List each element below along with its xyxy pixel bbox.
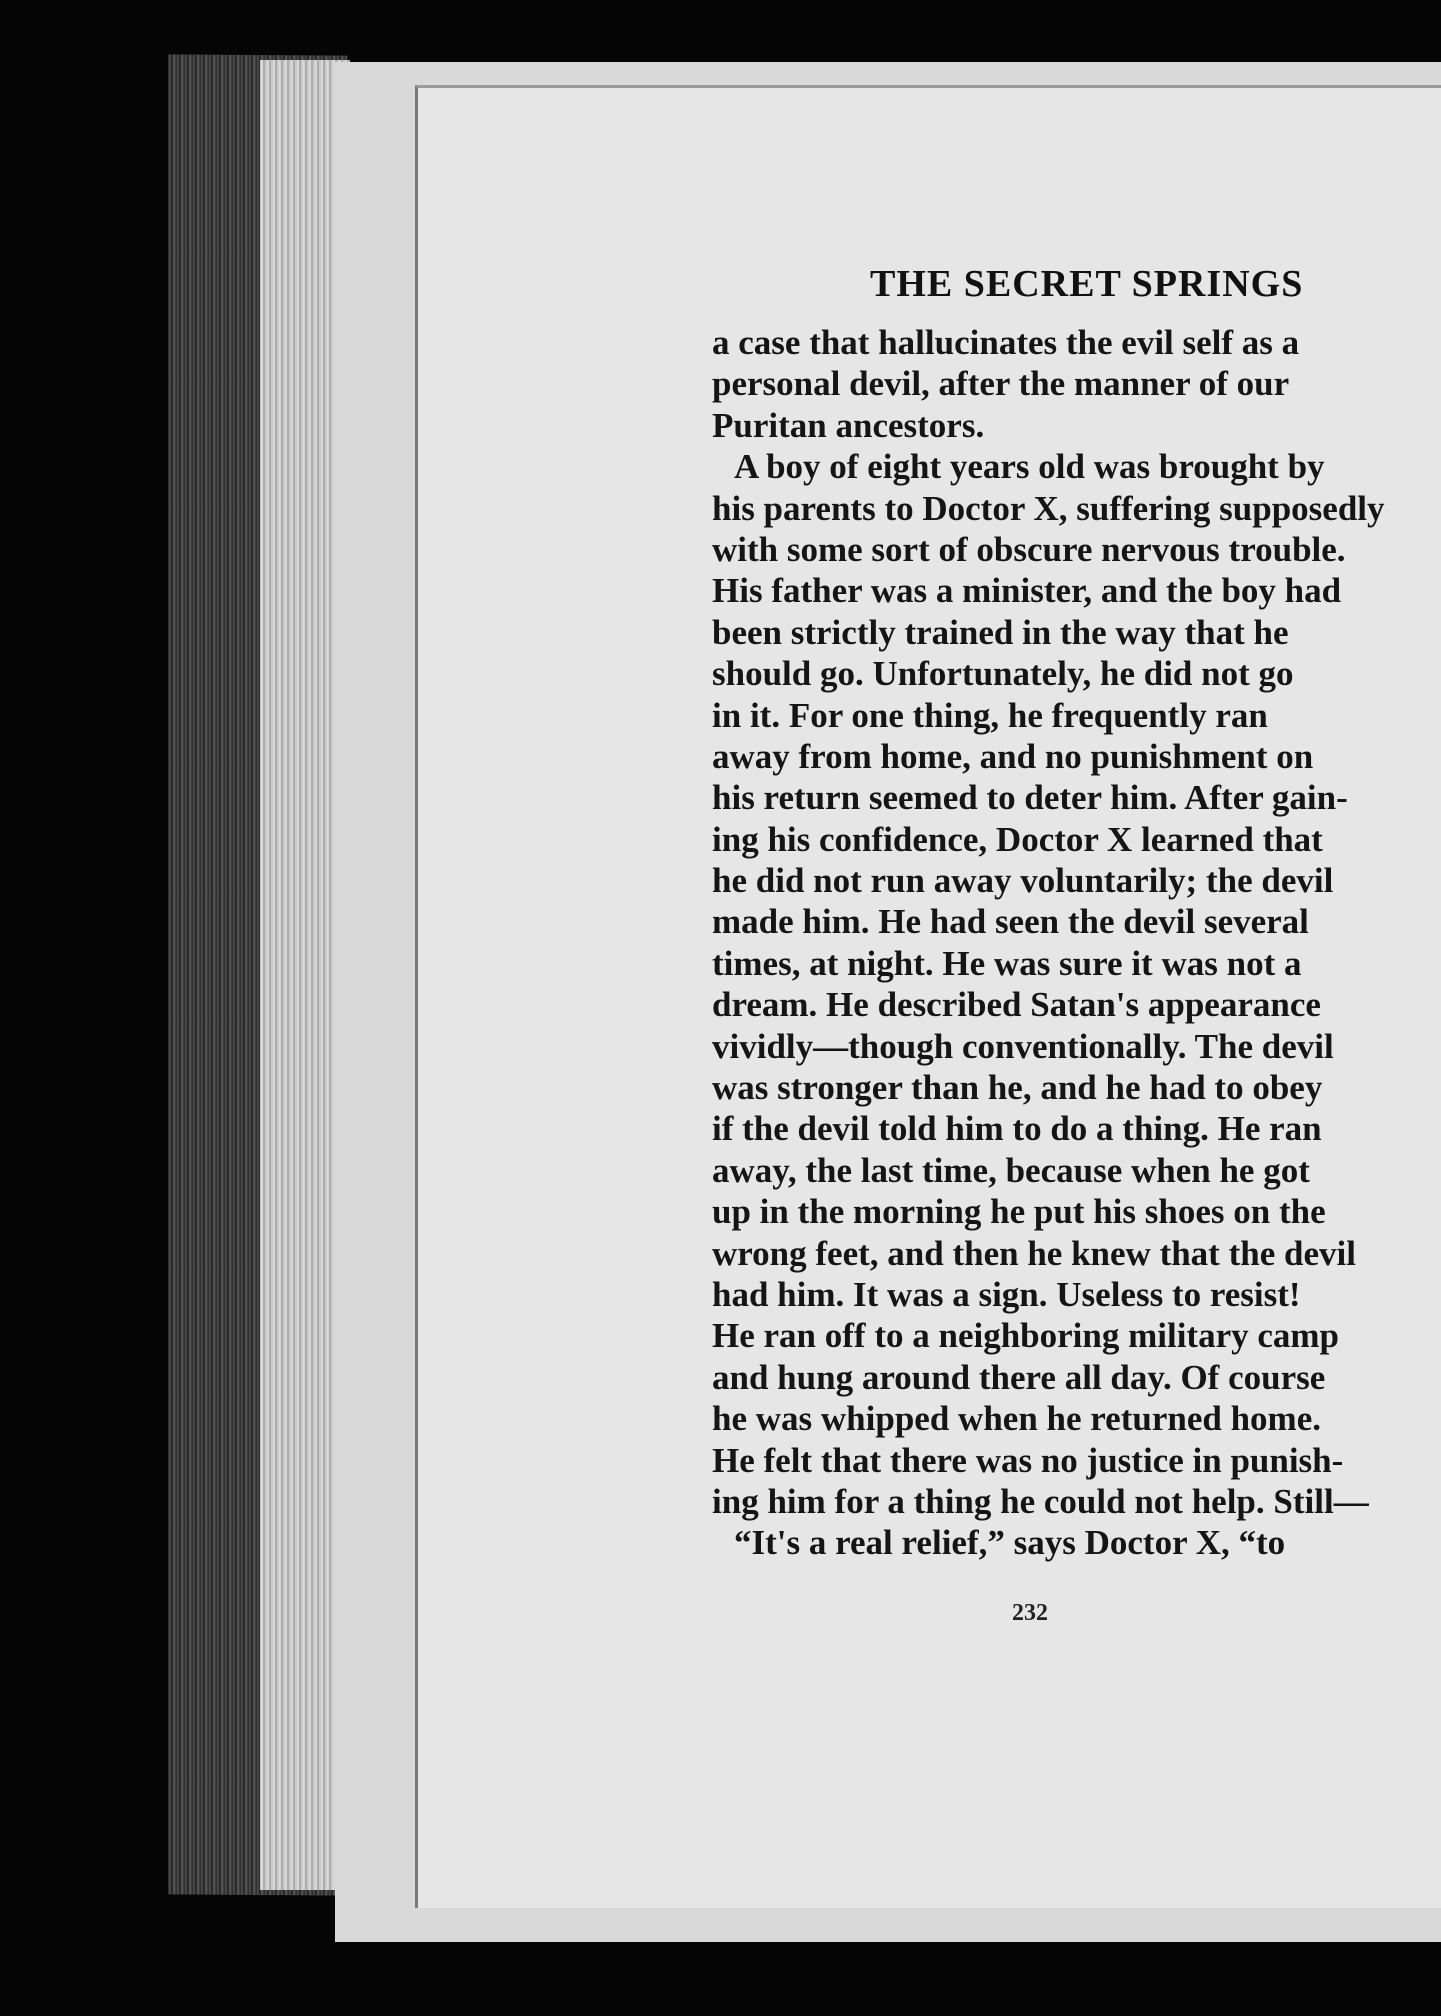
page-number: 232 xyxy=(1012,1600,1048,1626)
text-line: times, at night. He was sure it was not a xyxy=(712,943,1302,983)
text-line: his parents to Doctor X, suffering supposedly xyxy=(712,488,1385,528)
text-line: away from home, and no punishment on xyxy=(712,736,1314,776)
text-line: dream. He described Satan's appearance xyxy=(712,985,1321,1025)
text-line: should go. Unfortunately, he did not go xyxy=(712,654,1294,694)
text-line: A boy of eight years old was brought by xyxy=(734,447,1325,487)
text-line: and hung around there all day. Of course xyxy=(712,1357,1326,1397)
text-line: with some sort of obscure nervous trouble. xyxy=(712,529,1346,569)
text-line: “It's a real relief,” says Doctor X, “to xyxy=(734,1523,1286,1563)
text-line: a case that hallucinates the evil self as a xyxy=(712,323,1300,362)
text-line: been strictly trained in the way that he xyxy=(712,612,1289,652)
text-line: was stronger than he, and he had to obey xyxy=(712,1068,1323,1108)
text-line: ing his confidence, Doctor X learned that xyxy=(712,819,1323,859)
text-line: away, the last time, because when he got xyxy=(712,1150,1310,1190)
text-line: made him. He had seen the devil several xyxy=(712,902,1309,942)
text-line: vividly—though conventionally. The devil xyxy=(712,1026,1334,1066)
text-line: He ran off to a neighboring military camp xyxy=(712,1316,1340,1356)
text-line: his return seemed to deter him. After gain- xyxy=(712,778,1348,818)
text-line: Puritan ancestors. xyxy=(712,405,985,445)
text-line: he was whipped when he returned home. xyxy=(712,1399,1321,1439)
body-text xyxy=(712,322,1441,1564)
running-head: THE SECRET SPRINGS xyxy=(870,263,1304,305)
text-line: His father was a minister, and the boy had xyxy=(712,571,1342,611)
text-line: wrong feet, and then he knew that the devil xyxy=(712,1233,1356,1273)
text-line: ing him for a thing he could not help. Still— xyxy=(712,1481,1369,1521)
text-line: had him. It was a sign. Useless to resist! xyxy=(712,1274,1301,1314)
text-line: He felt that there was no justice in punish- xyxy=(712,1440,1344,1480)
text-line: in it. For one thing, he frequently ran xyxy=(712,695,1268,735)
text-line: he did not run away voluntarily; the devil xyxy=(712,861,1334,901)
text-line: personal devil, after the manner of our xyxy=(712,364,1290,404)
text-line: if the devil told him to do a thing. He ran xyxy=(712,1109,1322,1149)
text-line: up in the morning he put his shoes on the xyxy=(712,1192,1326,1232)
